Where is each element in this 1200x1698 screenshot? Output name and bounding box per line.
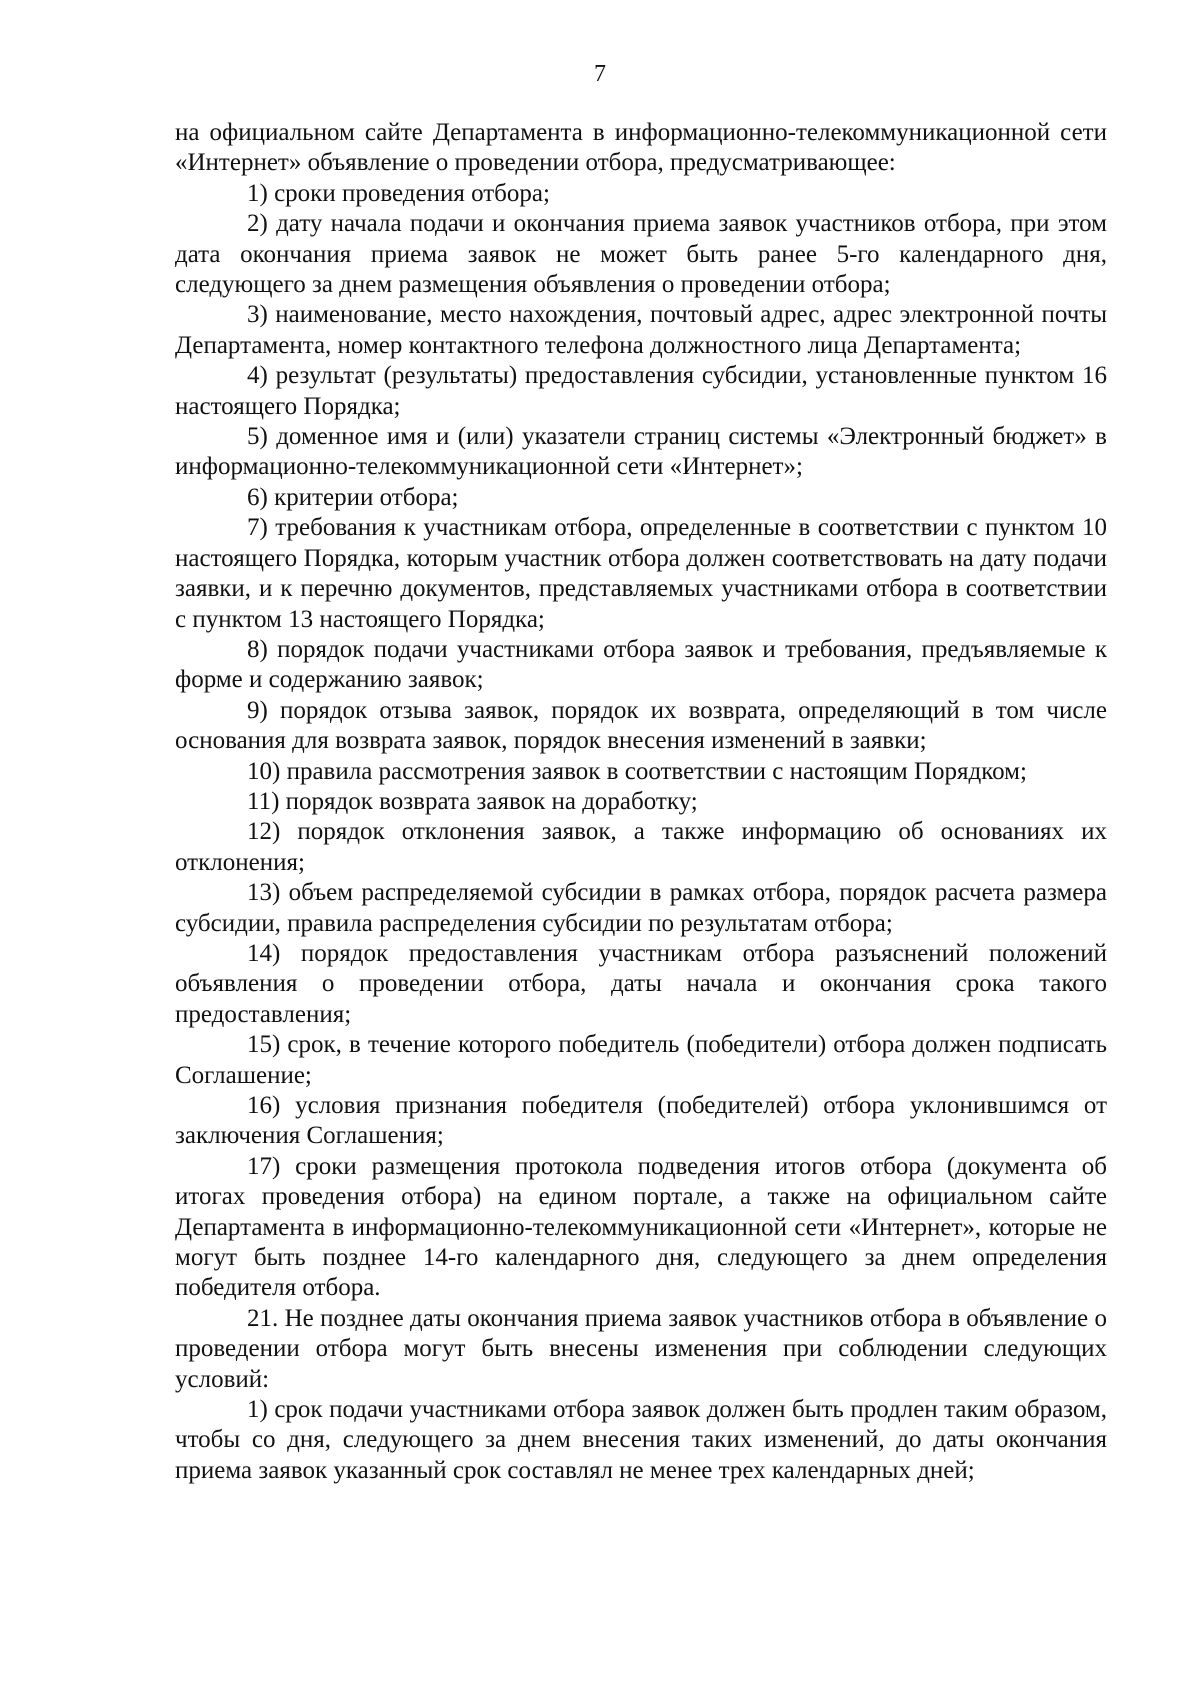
list-item-3: 3) наименование, место нахождения, почтовый адрес, адрес электронной почты Департамента, номер контактного телефона должностного лица Департамента; <box>175 301 1107 359</box>
list-item-17: 17) сроки размещения протокола подведения итогов отбора (документа об итогах проведения отбора) на едином портале, а также на официальном сайте Департамента в информационно-телекоммуникационной сети «Интернет», которые не могут быть позднее 14-го календарного дня, следующего за днем определения победителя отбора. <box>175 1152 1107 1302</box>
paragraph-intro: на официальном сайте Департамента в информационно-телекоммуникационной сети «Интернет» объявление о проведении отбора, предусматривающее: <box>175 119 1107 177</box>
list-item-9: 9) порядок отзыва заявок, порядок их возврата, определяющий в том числе основания для возврата заявок, порядок внесения изменений в заявки; <box>175 696 1107 755</box>
list-item-2: 2) дату начала подачи и окончания приема заявок участников отбора, при этом дата окончания приема заявок не может быть ранее 5-го календарного дня, следующего за днем размещения объявления о проведении отбора; <box>175 210 1107 299</box>
list-item-14: 14) порядок предоставления участникам отбора разъяснений положений объявления о проведении отбора, даты начала и окончания срока такого предоставления; <box>175 939 1107 1028</box>
list-item-13: 13) объем распределяемой субсидии в рамках отбора, порядок расчета размера субсидии, правила распределения субсидии по результатам отбора; <box>175 879 1107 937</box>
clause-21: 21. Не позднее даты окончания приема заявок участников отбора в объявление о проведении отбора могут быть внесены изменения при соблюдении следующих условий: <box>175 1304 1107 1393</box>
list-item-5: 5) доменное имя и (или) указатели страниц системы «Электронный бюджет» в информационно-телекоммуникационной сети «Интернет»; <box>175 423 1107 481</box>
list-item-6: 6) критерии отбора; <box>247 483 459 511</box>
list-item-4: 4) результат (результаты) предоставления субсидии, установленные пунктом 16 настоящего Порядка; <box>175 362 1107 420</box>
document-body <box>175 118 1107 1486</box>
list-item-15: 15) срок, в течение которого победитель (победители) отбора должен подписать Соглашение; <box>175 1031 1107 1089</box>
clause-21-item-1: 1) срок подачи участниками отбора заявок должен быть продлен таким образом, чтобы со дня, следующего за днем внесения таких изменений, до даты окончания приема заявок указанный срок составлял не менее трех календарных дней; <box>175 1396 1107 1484</box>
page-number: 7 <box>594 61 606 87</box>
list-item-10: 10) правила рассмотрения заявок в соответствии с настоящим Порядком; <box>247 757 1027 785</box>
list-item-12: 12) порядок отклонения заявок, а также информацию об основаниях их отклонения; <box>175 818 1107 876</box>
list-item-1: 1) сроки проведения отбора; <box>247 179 550 207</box>
list-item-8: 8) порядок подачи участниками отбора заявок и требования, предъявляемые к форме и содержанию заявок; <box>175 635 1107 694</box>
list-item-11: 11) порядок возврата заявок на доработку; <box>247 787 698 815</box>
list-item-16: 16) условия признания победителя (победителей) отбора уклонившимся от заключения Соглашения; <box>175 1092 1107 1150</box>
list-item-7: 7) требования к участникам отбора, определенные в соответствии с пунктом 10 настоящего Порядка, которым участник отбора должен соответствовать на дату подачи заявки, и к перечню документов, представляемых участниками отбора в соответствии с пунктом 13 настоящего Порядка; <box>175 514 1107 633</box>
